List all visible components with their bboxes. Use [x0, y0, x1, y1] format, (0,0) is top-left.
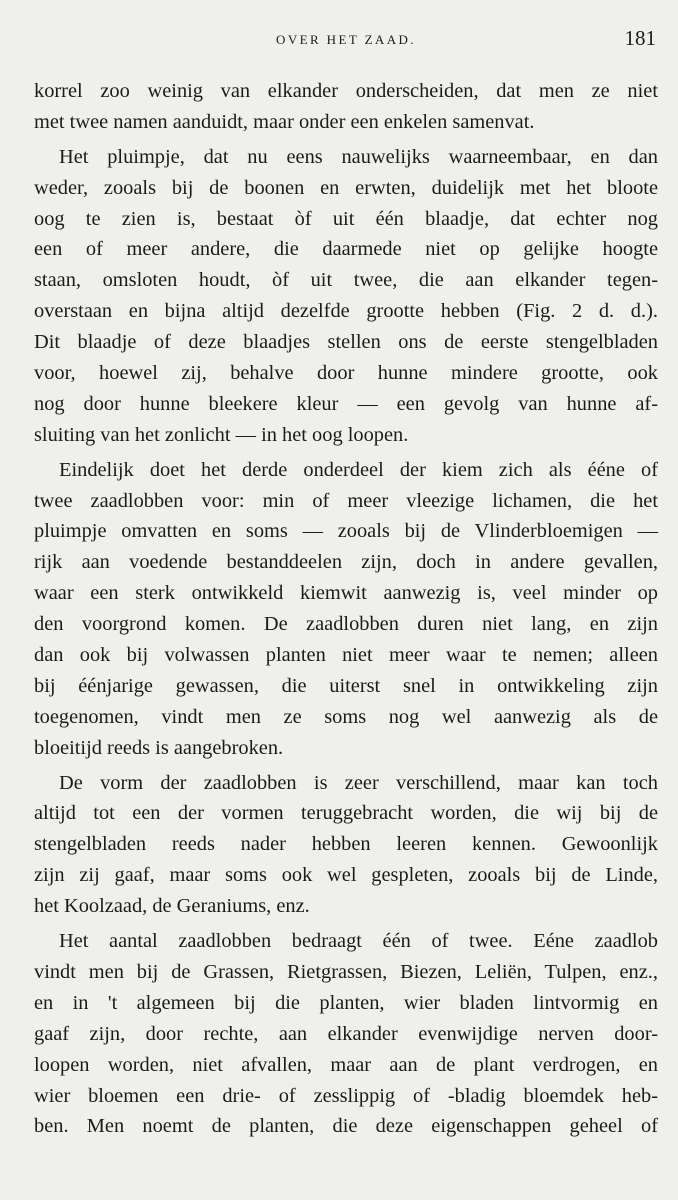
text-line: den voorgrond komen. De zaadlobben duren niet lang, en zijn: [34, 613, 658, 636]
text-line: sluiting van het zonlicht — in het oog loopen.: [34, 423, 409, 446]
text-line: bij éénjarige gewassen, die uiterst snel in ontwikkeling zijn: [34, 674, 658, 697]
text-line: rijk aan voedende bestanddeelen zijn, doch in andere gevallen,: [34, 551, 658, 574]
paragraph: [34, 76, 658, 138]
text-line: twee zaadlobben voor: min of meer vleezige lichamen, die het: [34, 489, 658, 512]
text-line: het Koolzaad, de Geraniums, enz.: [34, 895, 310, 918]
text-line: gaaf zijn, door rechte, aan elkander evenwijdige nerven door-: [34, 1022, 658, 1045]
text-line: en in 't algemeen bij die planten, wier bladen lintvormig en: [34, 991, 658, 1014]
paragraph: [34, 768, 658, 922]
text-line: voor, hoewel zij, behalve door hunne mindere grootte, ook: [34, 362, 658, 385]
page-number: 181: [624, 26, 656, 50]
paragraph: [34, 926, 658, 1142]
text-line: met twee namen aanduidt, maar onder een enkelen samenvat.: [34, 110, 535, 133]
text-line: zijn zij gaaf, maar soms ook wel gespleten, zooals bij de Linde,: [34, 864, 658, 887]
text-line: weder, zooals bij de boonen en erwten, duidelijk met het bloote: [34, 176, 658, 199]
running-header: [34, 26, 658, 56]
text-line: Het pluimpje, dat nu eens nauwelijks waarneembaar, en dan: [59, 145, 658, 168]
text-line: dan ook bij volwassen planten niet meer waar te nemen; alleen: [34, 644, 658, 667]
body-text: [34, 76, 658, 1142]
text-line: oog te zien is, bestaat òf uit één blaadje, dat echter nog: [34, 207, 658, 230]
text-line: nog door hunne bleekere kleur — een gevolg van hunne af-: [34, 392, 658, 415]
text-line: Eindelijk doet het derde onderdeel der kiem zich als ééne of: [59, 458, 658, 481]
text-line: korrel zoo weinig van elkander onderscheiden, dat men ze niet: [34, 80, 658, 102]
text-line: bloeitijd reeds is aangebroken.: [34, 736, 284, 759]
text-line: loopen worden, niet afvallen, maar aan de plant verdrogen, en: [34, 1053, 658, 1076]
text-line: altijd tot een der vormen teruggebracht worden, die wij bij de: [34, 802, 658, 825]
text-line: wier bloemen een drie- of zesslippig of -bladig bloemdek heb-: [34, 1084, 658, 1107]
text-line: een of meer andere, die daarmede niet op gelijke hoogte: [34, 238, 658, 261]
text-line: stengelbladen reeds nader hebben leeren kennen. Gewoonlijk: [34, 833, 658, 856]
text-line: staan, omsloten houdt, òf uit twee, die aan elkander tegen-: [34, 269, 658, 292]
text-line: toegenomen, vindt men ze soms nog wel aanwezig als de: [34, 705, 658, 728]
paragraph: [34, 142, 658, 451]
paragraph: [34, 455, 658, 764]
running-title: OVER HET ZAAD.: [276, 32, 416, 47]
text-line: ben. Men noemt de planten, die deze eigenschappen geheel of: [34, 1115, 658, 1138]
text-line: overstaan en bijna altijd dezelfde grootte hebben (Fig. 2 d. d.).: [34, 300, 658, 323]
text-line: pluimpje omvatten en soms — zooals bij de Vlinderbloemigen —: [34, 520, 658, 543]
text-line: De vorm der zaadlobben is zeer verschillend, maar kan toch: [59, 771, 658, 794]
text-line: waar een sterk ontwikkeld kiemwit aanwezig is, veel minder op: [34, 582, 658, 605]
text-line: Het aantal zaadlobben bedraagt één of twee. Eéne zaadlob: [59, 930, 658, 953]
text-line: vindt men bij de Grassen, Rietgrassen, Biezen, Leliën, Tulpen, enz.,: [34, 960, 658, 983]
text-line: Dit blaadje of deze blaadjes stellen ons de eerste stengelbladen: [34, 331, 658, 354]
